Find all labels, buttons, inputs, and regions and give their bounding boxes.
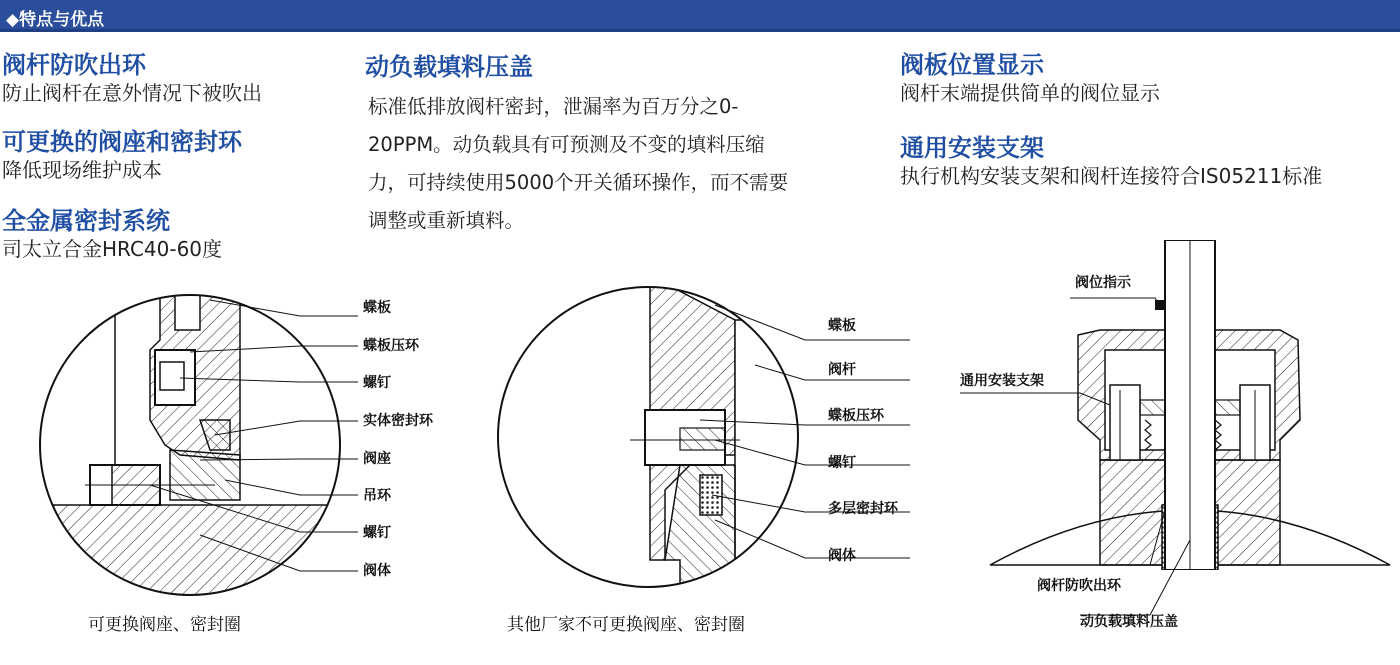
- diagram-stem-assembly: [960, 240, 1390, 630]
- label-valve-body: 阀体: [363, 563, 391, 579]
- feature-title: 通用安装支架: [900, 134, 1044, 162]
- label-plate-clamp-ring: 蝶板压环: [363, 338, 419, 354]
- feature-desc: 降低现场维护成本: [2, 158, 162, 182]
- label-valve-body: 阀体: [828, 548, 856, 564]
- label-screw: 螺钉: [363, 375, 391, 391]
- feature-title: 阀杆防吹出环: [2, 51, 146, 79]
- label-plate-clamp-ring: 蝶板压环: [828, 408, 884, 424]
- feature-title: 动负载填料压盖: [365, 53, 533, 81]
- label-butterfly-plate: 蝶板: [828, 318, 856, 334]
- label-butterfly-plate: 蝶板: [363, 300, 391, 316]
- feature-desc: 阀杆末端提供简单的阀位显示: [900, 81, 1160, 105]
- section-title: ◆特点与优点: [6, 10, 105, 30]
- label-solid-seal-ring: 实体密封环: [363, 413, 433, 429]
- label-mounting-bracket: 通用安装支架: [960, 373, 1044, 389]
- diagram-replaceable-seat: [40, 285, 434, 600]
- label-valve-seat: 阀座: [363, 451, 391, 467]
- feature-title: 全金属密封系统: [2, 207, 170, 235]
- diagram-non-replaceable-seat: [498, 285, 910, 600]
- caption-non-replaceable-seat: 其他厂家不可更换阀座、密封圈: [507, 615, 745, 635]
- label-position-indicator: 阀位指示: [1075, 275, 1131, 291]
- feature-desc: 防止阀杆在意外情况下被吹出: [2, 81, 262, 105]
- label-valve-stem: 阀杆: [828, 362, 856, 378]
- desc-line: 标准低排放阀杆密封，泄漏率为百万分之0-: [368, 95, 739, 118]
- feature-desc: 司太立合金HRC40-60度: [2, 237, 223, 261]
- feature-title: 可更换的阀座和密封环: [2, 128, 242, 156]
- desc-line: 调整或重新填料。: [368, 209, 525, 232]
- feature-title: 阀板位置显示: [900, 51, 1044, 79]
- label-screw-2: 螺钉: [363, 525, 391, 541]
- label-stem-blowout-ring: 阀杆防吹出环: [1037, 578, 1121, 594]
- label-live-load-gland: 动负载填料压盖: [1080, 614, 1178, 630]
- feature-desc: 执行机构安装支架和阀杆连接符合IS05211标准: [900, 164, 1323, 188]
- label-lifting-ring: 吊环: [363, 488, 391, 504]
- desc-line: 20PPM。动负载具有可预测及不变的填料压缩: [368, 133, 765, 156]
- label-multilayer-seal: 多层密封环: [828, 501, 898, 517]
- caption-replaceable-seat: 可更换阀座、密封圈: [88, 615, 241, 635]
- desc-line: 力，可持续使用5000个开关循环操作，而不需要: [368, 171, 789, 194]
- label-screw: 螺钉: [828, 455, 856, 471]
